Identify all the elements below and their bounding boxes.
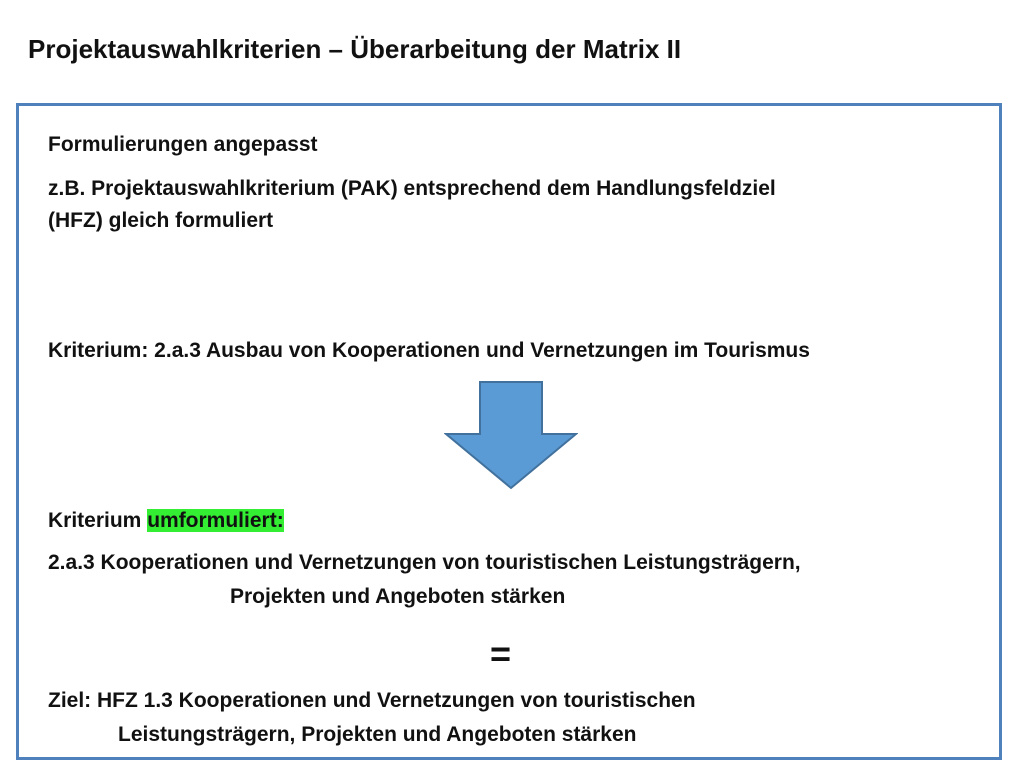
slide-title: Projektauswahlkriterien – Überarbeitung der Matrix II — [28, 34, 682, 64]
heading-text: Formulierungen angepasst — [48, 133, 318, 156]
new-criterion-line1: 2.a.3 Kooperationen und Vernetzungen von touristischen Leistungsträgern, — [48, 551, 801, 574]
reformulated-label — [48, 506, 284, 536]
goal-line1: Ziel: HFZ 1.3 Kooperationen und Vernetzungen von touristischen — [48, 689, 696, 712]
reformulated-highlight: umformuliert: — [147, 509, 284, 532]
criterion-text: Kriterium: 2.a.3 Ausbau von Kooperationen und Vernetzungen im Tourismus — [48, 339, 810, 362]
down-arrow-icon — [444, 380, 578, 490]
goal-line2: Leistungsträgern, Projekten und Angeboten stärken — [118, 723, 637, 746]
example-text-line2: (HFZ) gleich formuliert — [48, 209, 274, 232]
new-criterion-line2: Projekten und Angeboten stärken — [230, 585, 566, 608]
equals-sign: = — [490, 633, 512, 674]
example-text-line1: z.B. Projektauswahlkriterium (PAK) entsprechend dem Handlungsfeldziel — [48, 177, 776, 200]
reformulated-prefix: Kriterium — [48, 509, 148, 532]
